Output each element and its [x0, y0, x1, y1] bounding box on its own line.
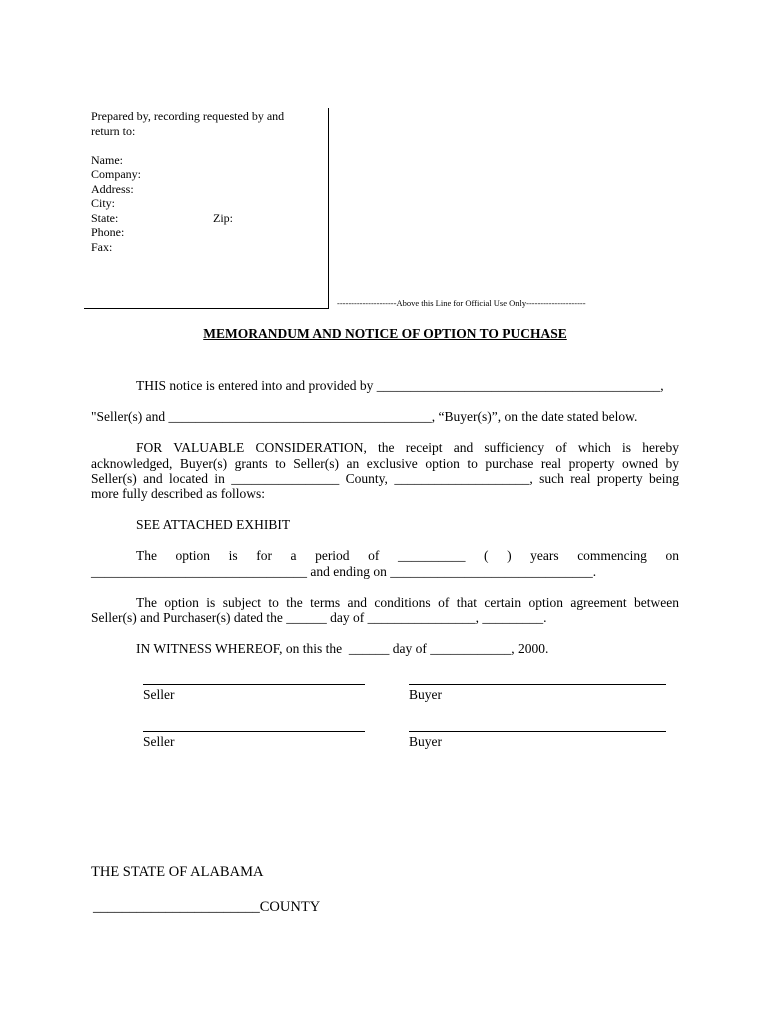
city-label: City:	[91, 196, 116, 210]
consideration-line3: Seller(s) and located in ________________ County, ____________________, such real property being	[91, 471, 679, 486]
official-use-line: ---------------------Above this Line for Official Use Only---------------------	[337, 298, 586, 308]
state-label: State:	[91, 211, 119, 225]
recording-box-right-border	[328, 108, 329, 308]
buyer-signature-line-2	[409, 731, 666, 732]
consideration-line1: FOR VALUABLE CONSIDERATION, the receipt and sufficiency of which is hereby	[136, 440, 679, 455]
buyer-label-1: Buyer	[409, 687, 442, 702]
seller-label-2: Seller	[143, 734, 175, 749]
company-label: Company:	[91, 167, 141, 181]
witness-line: IN WITNESS WHEREOF, on this the ______ day of ____________, 2000.	[136, 641, 549, 656]
seller-label-1: Seller	[143, 687, 175, 702]
document-title: MEMORANDUM AND NOTICE OF OPTION TO PUCHASE	[203, 326, 567, 341]
state-heading: THE STATE OF ALABAMA	[91, 864, 264, 880]
address-label: Address:	[91, 182, 134, 196]
recording-box-bottom-border	[84, 308, 329, 309]
consideration-line2: acknowledged, Buyer(s) grants to Seller(s) an exclusive option to purchase real property owned by	[91, 456, 679, 471]
fax-label: Fax:	[91, 240, 113, 254]
seller-signature-line-1	[143, 684, 365, 685]
consideration-line4: more fully described as follows:	[91, 486, 265, 501]
exhibit-line: SEE ATTACHED EXHIBIT	[136, 517, 291, 532]
buyer-label-2: Buyer	[409, 734, 442, 749]
name-label: Name:	[91, 153, 123, 167]
terms-line1: The option is subject to the terms and conditions of that certain option agreement between	[136, 595, 679, 610]
zip-label: Zip:	[213, 211, 233, 225]
option-period-line2: ________________________________ and ending on ______________________________.	[91, 564, 597, 579]
seller-signature-line-2	[143, 731, 365, 732]
county-line: _______________________COUNTY	[93, 899, 321, 915]
prepared-by-line2: return to:	[91, 124, 136, 138]
option-period-line1: The option is for a period of __________ ( ) years commencing on	[136, 548, 679, 563]
seller-buyer-line: "Seller(s) and _______________________________________, “Buyer(s)”, on the date stated below.	[91, 409, 638, 424]
buyer-signature-line-1	[409, 684, 666, 685]
notice-paragraph: THIS notice is entered into and provided by __________________________________________,	[136, 378, 664, 393]
terms-line2: Seller(s) and Purchaser(s) dated the ______ day of ________________, _________.	[91, 610, 547, 625]
prepared-by-line1: Prepared by, recording requested by and	[91, 109, 285, 123]
phone-label: Phone:	[91, 225, 125, 239]
